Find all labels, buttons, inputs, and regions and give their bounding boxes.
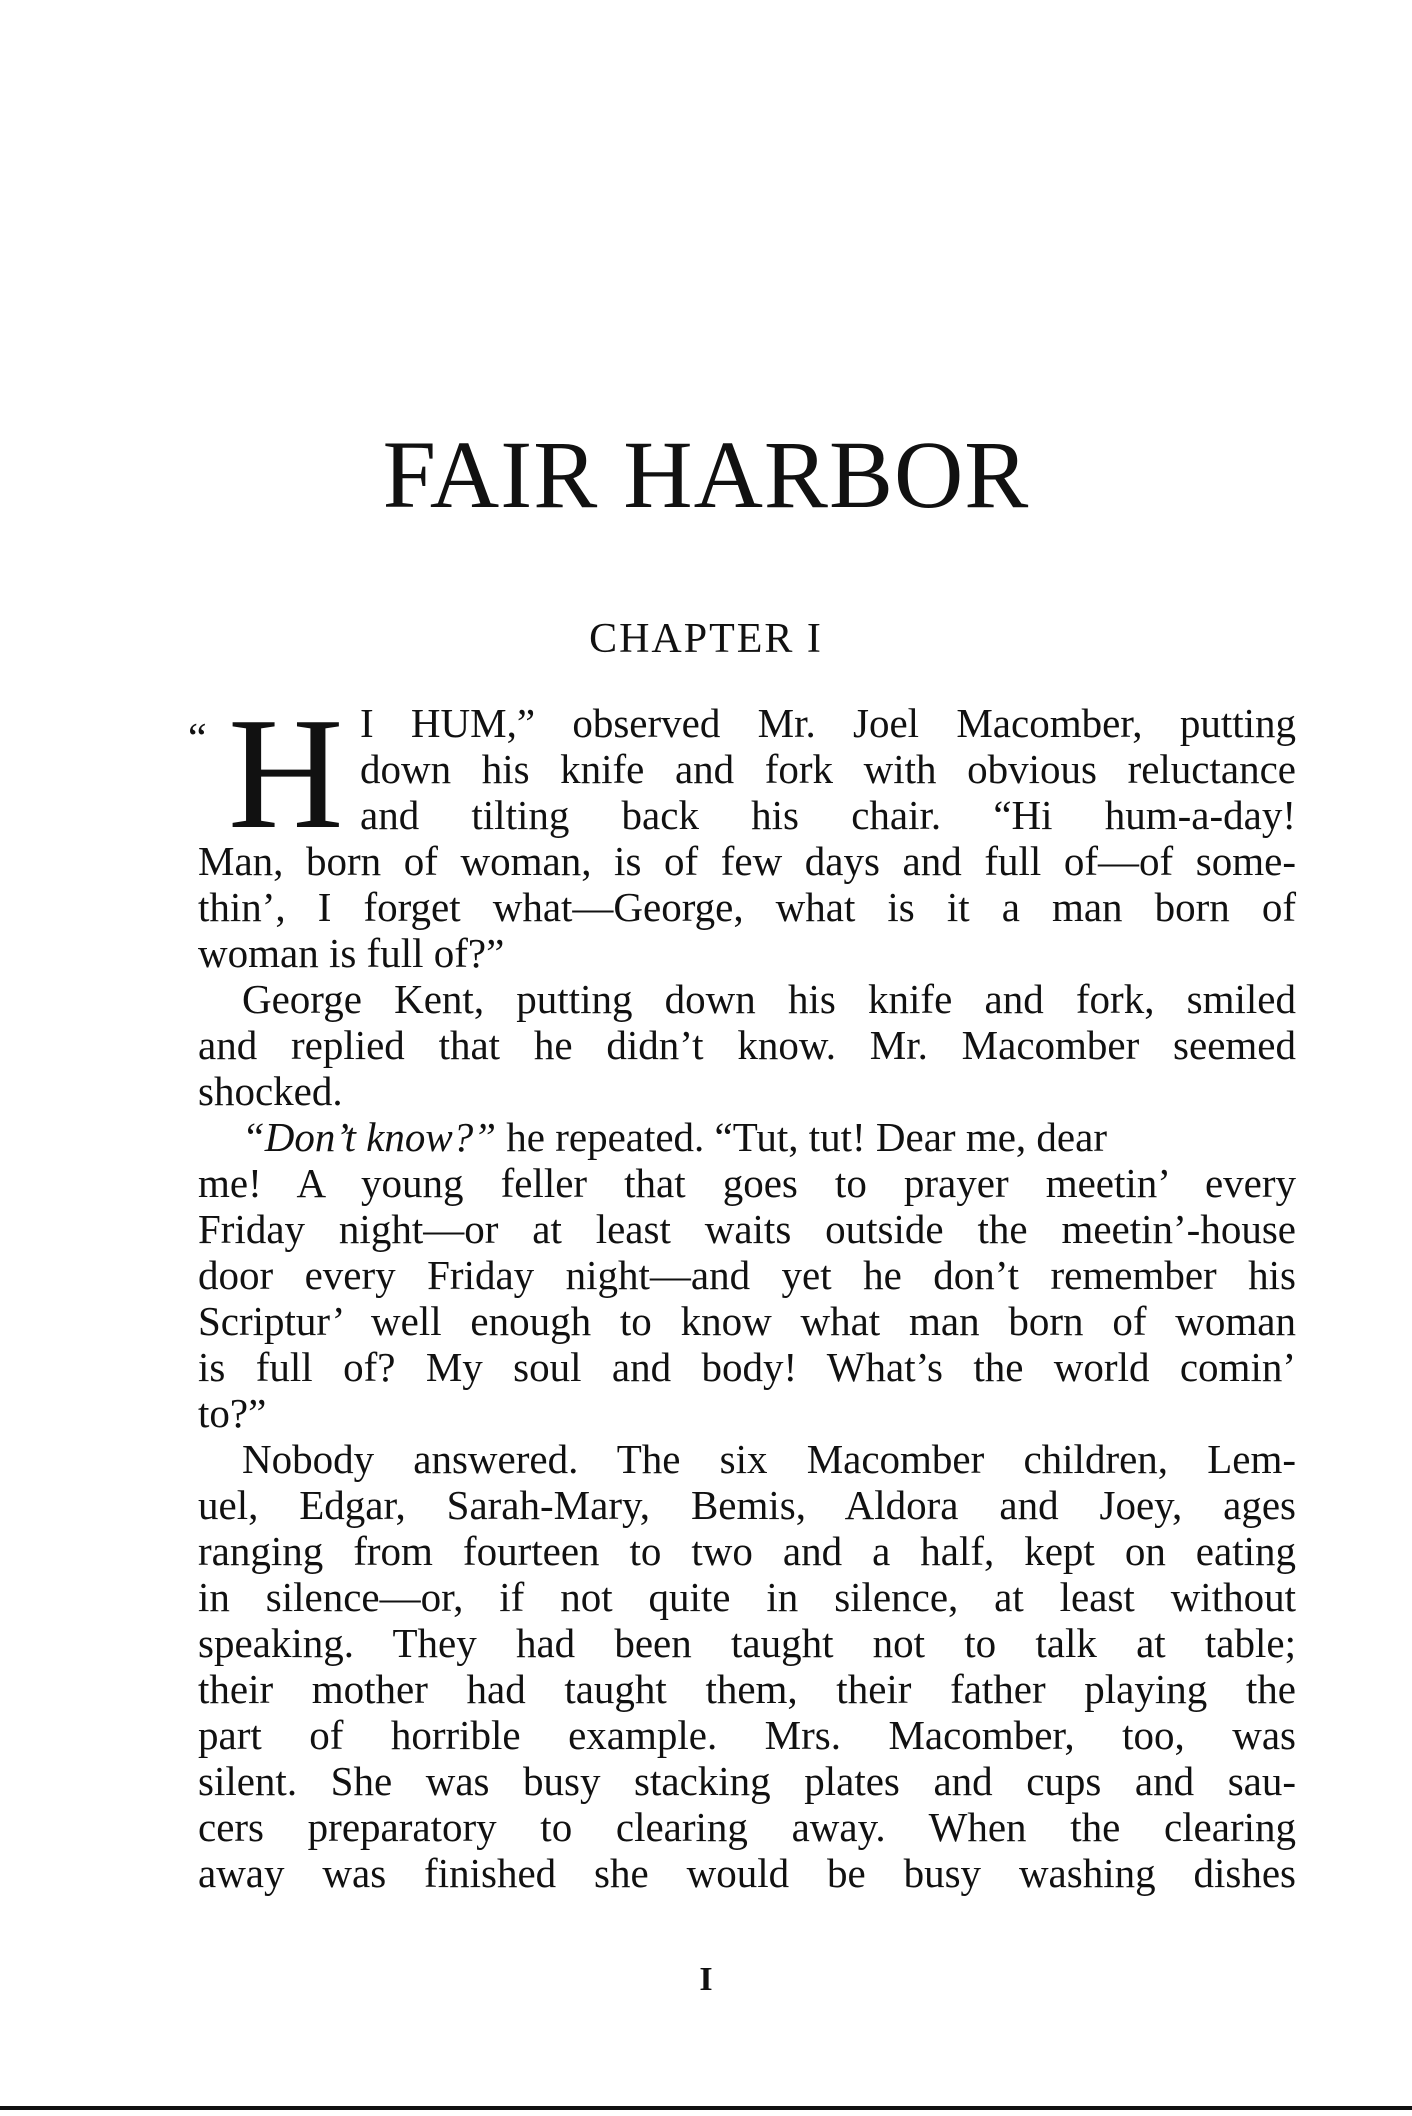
paragraph-nobody <box>198 1436 1296 1896</box>
italic-phrase: “Don’t know?” <box>242 1114 497 1160</box>
text-line: cers preparatory to clearing away. When the clearing <box>198 1804 1296 1850</box>
opening-quote-mark: “ <box>188 716 207 762</box>
text-line: George Kent, putting down his knife and fork, smiled <box>242 976 1296 1022</box>
page-number: I <box>699 1961 713 1998</box>
drop-cap-letter: H <box>228 684 344 862</box>
text-line: and tilting back his chair. “Hi hum-a-day! <box>360 792 1296 838</box>
text-line: I HUM,” observed Mr. Joel Macomber, putting <box>360 700 1296 746</box>
text-line: me! A young feller that goes to prayer meetin’ every <box>198 1160 1296 1206</box>
text-line: uel, Edgar, Sarah-Mary, Bemis, Aldora and Joey, ages <box>198 1482 1296 1528</box>
paragraph-dont-know <box>198 1114 1296 1436</box>
text-line: away was finished she would be busy washing dishes <box>198 1850 1296 1896</box>
bottom-edge-rule <box>0 2106 1412 2110</box>
text-line: Scriptur’ well enough to know what man born of woman <box>198 1298 1296 1344</box>
opening-paragraph <box>188 684 1296 976</box>
text-line <box>198 1114 1296 1160</box>
text-line: Nobody answered. The six Macomber children, Lem- <box>242 1436 1296 1482</box>
text-line: shocked. <box>198 1068 343 1114</box>
text-line: woman is full of?” <box>198 930 505 976</box>
text-line: Friday night—or at least waits outside the meetin’-house <box>198 1206 1296 1252</box>
book-title: FAIR HARBOR <box>382 421 1030 528</box>
text-line: ranging from fourteen to two and a half, kept on eating <box>198 1528 1296 1574</box>
body-text <box>188 684 1296 1896</box>
chapter-heading: CHAPTER I <box>589 616 823 662</box>
text-line: silent. She was busy stacking plates and cups and sau- <box>198 1758 1296 1804</box>
text-line: part of horrible example. Mrs. Macomber, too, was <box>198 1712 1296 1758</box>
text-line: in silence—or, if not quite in silence, at least without <box>198 1574 1296 1620</box>
paragraph-george <box>198 976 1296 1114</box>
text-line: down his knife and fork with obvious reluctance <box>360 746 1296 792</box>
text-line: Man, born of woman, is of few days and full of—of some- <box>198 838 1296 884</box>
text-line: thin’, I forget what—George, what is it a man born of <box>198 884 1296 930</box>
text-line: is full of? My soul and body! What’s the world comin’ <box>198 1344 1296 1390</box>
text-fragment: he repeated. “Tut, tut! Dear me, dear <box>496 1114 1107 1160</box>
text-line: their mother had taught them, their father playing the <box>198 1666 1296 1712</box>
text-line: to?” <box>198 1390 267 1436</box>
text-line: door every Friday night—and yet he don’t remember his <box>198 1252 1296 1298</box>
text-line: and replied that he didn’t know. Mr. Macomber seemed <box>198 1022 1296 1068</box>
text-line: speaking. They had been taught not to talk at table; <box>198 1620 1296 1666</box>
